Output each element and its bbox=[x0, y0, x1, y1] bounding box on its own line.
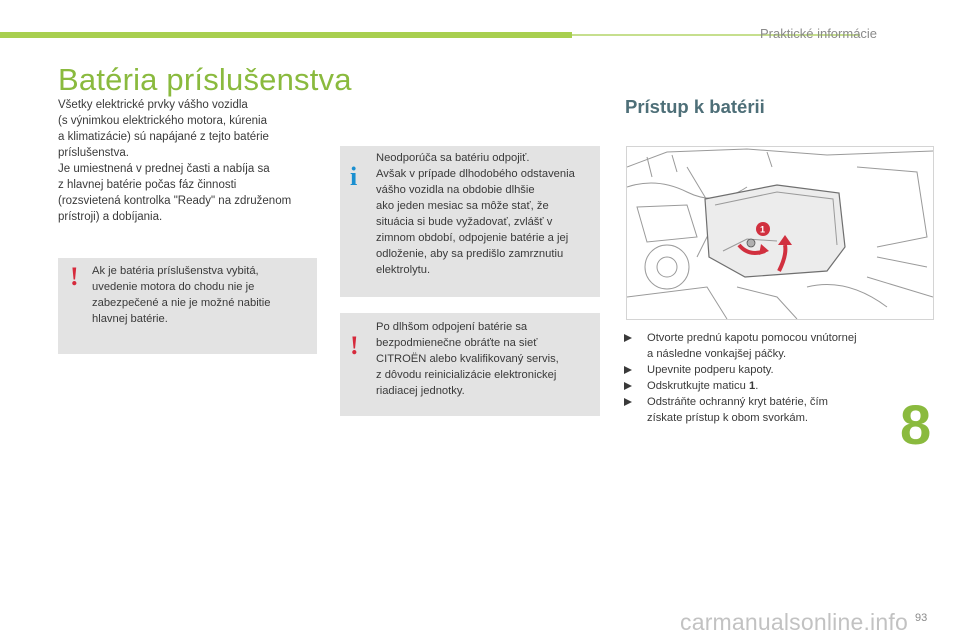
warning-line: z dôvodu reinicializácie elektronickej bbox=[376, 369, 557, 381]
intro-paragraph bbox=[58, 97, 328, 225]
step-text: Odstráňte ochranný kryt batérie, čím bbox=[647, 396, 828, 408]
battery-access-steps bbox=[623, 330, 923, 426]
engine-bay-drawing bbox=[627, 147, 933, 319]
step-text-continued: a následne vonkajšej páčky. bbox=[647, 348, 787, 360]
step-item bbox=[623, 378, 923, 394]
info-text bbox=[376, 150, 575, 278]
warning-text bbox=[92, 263, 271, 327]
warning-line: hlavnej batérie. bbox=[92, 313, 168, 325]
info-line: situácia si bude vyžadovať, zvlášť v bbox=[376, 216, 553, 228]
page-number: 93 bbox=[915, 612, 928, 624]
chapter-number: 8 bbox=[900, 393, 932, 456]
intro-line: príslušenstva. bbox=[58, 147, 129, 159]
warning-box-discharged bbox=[58, 258, 317, 354]
step-item bbox=[623, 362, 923, 378]
info-line: Avšak v prípade dlhodobého odstavenia bbox=[376, 168, 575, 180]
exclamation-icon: ! bbox=[350, 331, 359, 360]
info-line: Neodporúča sa batériu odpojiť. bbox=[376, 152, 530, 164]
info-line: zimnom období, odpojenie batérie a jej bbox=[376, 232, 569, 244]
step-text: Upevnite podperu kapoty. bbox=[647, 364, 774, 376]
warning-line: uvedenie motora do chodu nie je bbox=[92, 281, 255, 293]
intro-line: (rozsvietená kontrolka "Ready" na združenom bbox=[58, 195, 292, 207]
warning-box-reconnect bbox=[340, 313, 600, 416]
step-marker-icon bbox=[624, 366, 632, 374]
step-marker-icon bbox=[624, 398, 632, 406]
callout-number: 1 bbox=[760, 224, 766, 235]
info-line: elektrolytu. bbox=[376, 264, 431, 276]
info-icon: i bbox=[350, 162, 358, 191]
step-item bbox=[623, 394, 923, 426]
watermark: carmanualsonline.info bbox=[680, 609, 908, 635]
warning-line: Ak je batéria príslušenstva vybitá, bbox=[92, 265, 259, 277]
info-line: vášho vozidla na obdobie dlhšie bbox=[376, 184, 535, 196]
intro-line: Je umiestnená v prednej časti a nabíja sa bbox=[58, 163, 270, 175]
step-text-tail: . bbox=[755, 380, 759, 392]
warning-line: CITROËN alebo kvalifikovaný servis, bbox=[376, 353, 559, 365]
warning-line: Po dlhšom odpojení batérie sa bbox=[376, 321, 528, 333]
intro-line: a klimatizácie) sú napájané z tejto batérie bbox=[58, 131, 269, 143]
step-text: Odskrutkujte maticu bbox=[647, 380, 749, 392]
info-line: ako jeden mesiac sa môže stať, že bbox=[376, 200, 549, 212]
intro-line: z hlavnej batérie počas fáz činnosti bbox=[58, 179, 237, 191]
step-text: Otvorte prednú kapotu pomocou vnútornej bbox=[647, 332, 857, 344]
section-label: Praktické informácie bbox=[760, 26, 878, 41]
info-line: odloženie, aby sa predišlo zamrznutiu bbox=[376, 248, 564, 260]
warning-text bbox=[376, 319, 559, 399]
step-marker-icon bbox=[624, 382, 632, 390]
header-accent-bar bbox=[0, 32, 572, 38]
intro-line: prístroji) a dobíjania. bbox=[58, 211, 163, 223]
engine-bay-illustration bbox=[626, 146, 934, 320]
exclamation-icon: ! bbox=[70, 262, 79, 291]
step-callout-number: 1 bbox=[748, 380, 756, 392]
step-text-continued: získate prístup k obom svorkám. bbox=[647, 412, 809, 424]
warning-line: riadiacej jednotky. bbox=[376, 385, 465, 397]
page-title: Batéria príslušenstva bbox=[58, 62, 352, 97]
step-marker-icon bbox=[624, 334, 632, 342]
step-item bbox=[623, 330, 923, 362]
intro-line: Všetky elektrické prvky vášho vozidla bbox=[58, 99, 248, 111]
warning-line: zabezpečené a nie je možné nabitie bbox=[92, 297, 271, 309]
intro-line: (s výnimkou elektrického motora, kúrenia bbox=[58, 115, 267, 127]
warning-line: bezpodmienečne obráťte na sieť bbox=[376, 337, 538, 349]
section-heading-battery-access: Prístup k batérii bbox=[625, 96, 765, 117]
info-box-disconnect bbox=[340, 146, 600, 297]
